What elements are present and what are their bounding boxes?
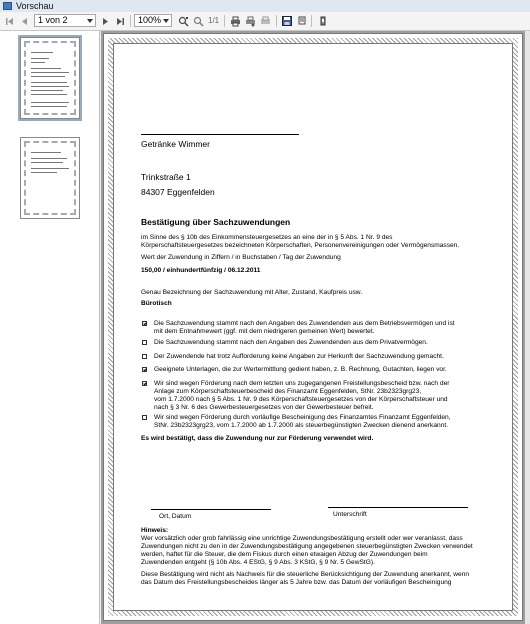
description-label: Genau Bezeichnung der Sachzuwendung mit Alter, Zustand, Kaufpreis usw. <box>141 289 363 296</box>
print-icon[interactable] <box>229 14 241 28</box>
thumbnail-line <box>31 162 63 163</box>
page-counter: 1/1 <box>208 16 220 25</box>
close-icon[interactable] <box>317 14 329 28</box>
place-date-label: Ort, Datum <box>159 513 192 520</box>
checkbox-no-origin <box>142 354 147 359</box>
stamp-icon[interactable] <box>296 14 308 28</box>
zoom-select-value: 100% <box>138 15 162 25</box>
thumbnail-line <box>31 106 67 107</box>
company-name: Getränke Wimmer <box>141 139 210 149</box>
checkbox-text: Wir sind wegen Förderung nach dem letzten uns zugegangenen Freistellungsbescheid bzw. nach der <box>154 380 450 387</box>
last-page-icon[interactable] <box>115 14 125 28</box>
toolbar-separator <box>224 15 225 27</box>
thumbnail-line <box>31 58 49 59</box>
place-date-rule <box>151 509 271 510</box>
thumbnail-line <box>31 68 61 69</box>
checkbox-text: Anlage zum Körperschaftsteuerbescheid des Finanzamt Eggenfelden, StNr. 23b2323grg23, <box>154 388 422 395</box>
thumbnail-line <box>31 76 65 77</box>
note-text: Wer vorsätzlich oder grob fahrlässig eine unrichtige Zuwendungsbestätigung erstellt oder wer veranlasst, dass <box>141 535 463 542</box>
checkbox-text: mit dem Entnahmewert (ggf. mit dem niedrigeren gemeinen Wert) bewertet. <box>154 328 375 335</box>
thumbnail-pane <box>0 31 100 624</box>
thumbnail-line <box>31 72 69 73</box>
thumbnail-line <box>31 172 57 173</box>
first-page-icon[interactable] <box>4 14 14 28</box>
thumbnail-line <box>31 168 69 169</box>
confirmation-text: Es wird bestätigt, dass die Zuwendung nur zur Förderung verwendet wird. <box>141 435 374 442</box>
donation-value: 150,00 / einhundertfünfzig / 06.12.2011 <box>141 267 261 274</box>
checkbox-text: StNr. 23b2323grg23, vom 1.7.2000 ab 1.7.2000 als steuerbegünstigten Zwecken dienend anerkannt. <box>154 422 448 429</box>
checkbox-text: Wir sind wegen Förderung durch vorläufige Bescheinigung des Finanzamtes Finanzamt Eggenfelden, <box>154 414 451 421</box>
checkbox-text: vom 1.7.2000 nach § 5 Abs. 1 Nr. 9 des Körperschaftsteuergesetzes von der Körperschaftsteuer und <box>154 396 448 403</box>
checkbox-provisional <box>142 415 147 420</box>
checkbox-text: Die Sachzuwendung stammt nach den Angaben des Zuwendenden aus dem Privatvermögen. <box>154 339 428 346</box>
signature-rule <box>328 507 468 508</box>
note-text: Zuwendungen nicht zu den in der Zuwendungsbestätigung angegebenen steuerbegünstigten Zwecken verwendet <box>141 543 473 550</box>
checkbox-text: Der Zuwendende hat trotz Aufforderung keine Angaben zur Herkunft der Sachzuwendung gemacht. <box>154 353 444 360</box>
page-select-value: 1 von 2 <box>38 15 68 25</box>
thumbnail-line <box>31 52 53 53</box>
chevron-down-icon <box>163 19 169 23</box>
preview-area[interactable] <box>101 31 530 624</box>
thumbnail-line <box>31 86 69 87</box>
checkbox-business-assets <box>142 321 147 326</box>
toolbar <box>0 12 530 31</box>
prev-page-icon[interactable] <box>19 14 29 28</box>
page-thumbnail-2[interactable] <box>20 137 80 219</box>
description-value: Bürotisch <box>141 300 172 307</box>
zoom-select[interactable] <box>134 14 172 27</box>
toolbar-separator <box>130 15 131 27</box>
print-setup-icon[interactable] <box>244 14 256 28</box>
save-icon[interactable] <box>281 14 293 28</box>
document-heading: Bestätigung über Sachzuwendungen <box>141 217 291 227</box>
checkbox-private-assets <box>142 340 147 345</box>
note-text: das Datum des Freistellungsbescheides länger als 5 Jahre bzw. das Datum der vorläufigen Bescheinigung <box>141 579 452 586</box>
window-title: Vorschau <box>16 1 54 11</box>
thumbnail-line <box>31 90 63 91</box>
toolbar-separator <box>311 15 312 27</box>
checkbox-documents <box>142 367 147 372</box>
next-page-icon[interactable] <box>100 14 110 28</box>
checkbox-text: Die Sachzuwendung stammt nach den Angaben des Zuwendenden aus dem Betriebsvermögen und ist <box>154 320 455 327</box>
export-icon[interactable] <box>259 14 271 28</box>
note-text: Zuwendenden entgeht (§ 10b Abs. 4 EStG, § 9 Abs. 3 KStG, § 9 Nr. 5 GewStG). <box>141 559 375 566</box>
note-text: werden, haftet für die Steuer, die dem Fiskus durch einen etwaigen Abzug der Zuwendungen beim <box>141 551 428 558</box>
thumbnail-line <box>31 94 67 95</box>
chevron-down-icon <box>87 19 93 23</box>
intro-text: im Sinne des § 10b des Einkommensteuergesetzes an eine der in § 5 Abs. 1 Nr. 9 des <box>141 234 393 241</box>
note-text: Diese Bestätigung wird nicht als Nachweis für die steuerliche Berücksichtigung der Zuwendung anerkannt, wenn <box>141 571 470 578</box>
document-content <box>104 34 524 622</box>
intro-text: Körperschaftsteuergesetzes bezeichneten Körperschaften, Personenvereinigungen oder Vermögensmassen. <box>141 242 460 249</box>
page-select[interactable] <box>34 14 96 27</box>
checkbox-text: Geeignete Unterlagen, die zur Wertermittlung gedient haben, z. B. Rechnung, Gutachten, liegen vor. <box>154 366 447 373</box>
checkbox-text: nach § 3 Nr. 6 des Gewerbesteuergesetzes von der Gewerbesteuer befreit. <box>154 404 374 411</box>
zoom-icon[interactable] <box>177 14 189 28</box>
search-icon[interactable] <box>192 14 204 28</box>
thumbnail-line <box>31 158 67 159</box>
thumbnail-line <box>31 62 45 63</box>
address-rule <box>141 134 299 135</box>
thumbnail-line <box>31 152 61 153</box>
toolbar-separator <box>276 15 277 27</box>
vertical-scrollbar[interactable] <box>525 31 530 624</box>
street-address: Trinkstraße 1 <box>141 172 191 182</box>
signature-label: Unterschrift <box>333 511 367 518</box>
note-title: Hinweis: <box>141 527 169 534</box>
checkbox-exemption-notice <box>142 381 147 386</box>
city-address: 84307 Eggenfelden <box>141 187 215 197</box>
value-label: Wert der Zuwendung in Ziffern / in Buchstaben / Tag der Zuwendung <box>141 254 341 261</box>
thumbnail-line <box>31 102 69 103</box>
app-icon <box>3 2 12 10</box>
document-page <box>103 33 523 621</box>
page-thumbnail-1[interactable] <box>20 37 80 119</box>
thumbnail-line <box>31 82 67 83</box>
